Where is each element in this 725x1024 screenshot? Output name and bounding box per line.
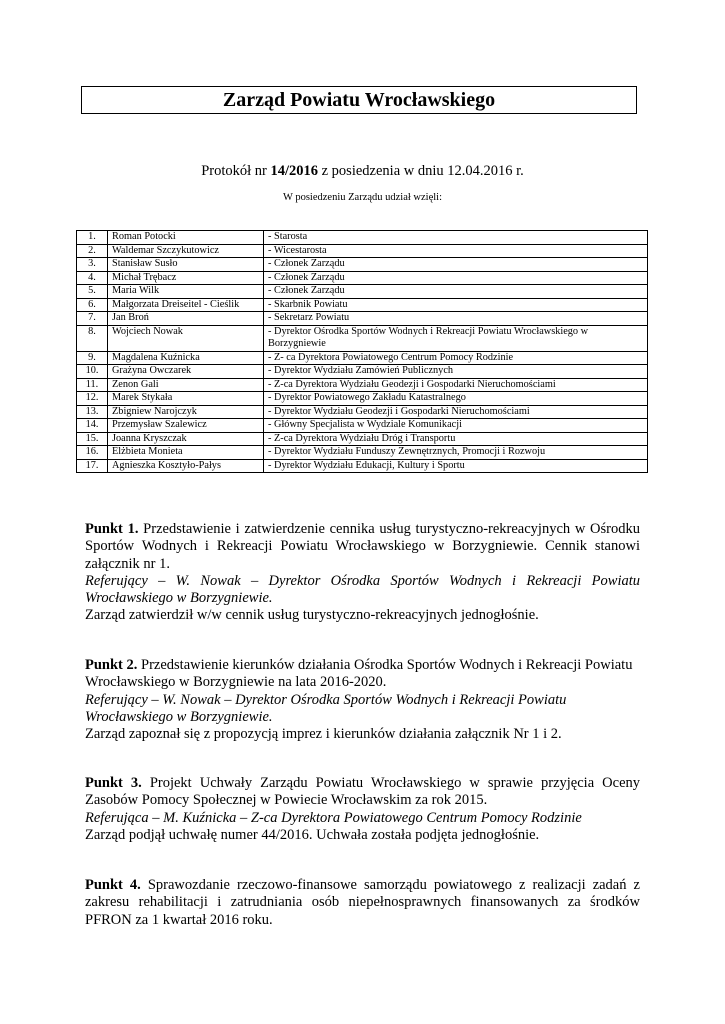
table-row: [77, 365, 648, 379]
member-name: Joanna Kryszczak: [108, 432, 264, 446]
point-description: Przedstawienie kierunków działania Ośrodka Sportów Wodnych i Rekreacji Powiatu Wrocławskiego w Borzygniewie na lata 2016-2020.: [85, 657, 633, 691]
member-role: - Z-ca Dyrektora Wydziału Geodezji i Gospodarki Nieruchomościami: [264, 378, 648, 392]
table-row: [77, 258, 648, 272]
point-2: [85, 657, 640, 743]
point-1: [85, 521, 640, 625]
point-referent: Referująca – M. Kuźnicka – Z-ca Dyrektora Powiatowego Centrum Pomocy Rodzinie: [85, 809, 582, 826]
member-number: 11.: [77, 378, 108, 392]
participants-heading: W posiedzeniu Zarządu udział wzięli:: [283, 192, 442, 203]
members-table: [76, 230, 648, 473]
member-name: Małgorzata Dreiseitel - Cieślik: [108, 298, 264, 312]
member-role: - Z-ca Dyrektora Wydziału Dróg i Transportu: [264, 432, 648, 446]
table-row: [77, 392, 648, 406]
member-name: Roman Potocki: [108, 231, 264, 245]
table-row: [77, 298, 648, 312]
table-row: [77, 459, 648, 473]
member-role: - Dyrektor Wydziału Funduszy Zewnętrznych, Promocji i Rozwoju: [264, 446, 648, 460]
point-result: Zarząd podjął uchwałę numer 44/2016. Uchwała została podjęta jednogłośnie.: [85, 826, 540, 843]
member-number: 17.: [77, 459, 108, 473]
page-title-box: [81, 86, 637, 114]
member-number: 10.: [77, 365, 108, 379]
member-name: Stanisław Susło: [108, 258, 264, 272]
member-number: 5.: [77, 285, 108, 299]
member-name: Zbigniew Narojczyk: [108, 405, 264, 419]
member-number: 8.: [77, 325, 108, 351]
protocol-suffix: z posiedzenia w dniu 12.04.2016 r.: [318, 163, 524, 179]
member-role: - Starosta: [264, 231, 648, 245]
member-name: Jan Broń: [108, 312, 264, 326]
table-row: [77, 419, 648, 433]
member-role: - Wicestarosta: [264, 244, 648, 258]
member-role: - Dyrektor Ośrodka Sportów Wodnych i Rekreacji Powiatu Wrocławskiego w Borzygniewie: [264, 325, 648, 351]
member-name: Michał Trębacz: [108, 271, 264, 285]
table-row: [77, 244, 648, 258]
table-row: [77, 351, 648, 365]
member-name: Grażyna Owczarek: [108, 365, 264, 379]
member-number: 9.: [77, 351, 108, 365]
point-result: Zarząd zatwierdził w/w cennik usług turystyczno-rekreacyjnych jednogłośnie.: [85, 607, 539, 624]
point-result: Zarząd zapoznał się z propozycją imprez i kierunków działania załącznik Nr 1 i 2.: [85, 726, 562, 743]
member-role: - Sekretarz Powiatu: [264, 312, 648, 326]
point-label: Punkt 1.: [85, 521, 139, 537]
member-number: 6.: [77, 298, 108, 312]
member-number: 4.: [77, 271, 108, 285]
table-row: [77, 312, 648, 326]
member-number: 13.: [77, 405, 108, 419]
member-name: Waldemar Szczykutowicz: [108, 244, 264, 258]
member-role: - Z- ca Dyrektora Powiatowego Centrum Pomocy Rodzinie: [264, 351, 648, 365]
member-role: - Członek Zarządu: [264, 258, 648, 272]
table-row: [77, 446, 648, 460]
point-label: Punkt 3.: [85, 775, 142, 791]
point-label: Punkt 2.: [85, 657, 138, 673]
member-role: - Skarbnik Powiatu: [264, 298, 648, 312]
point-referent: Referujący – W. Nowak – Dyrektor Ośrodka Sportów Wodnych i Rekreacji Powiatu Wrocławskiego w Borzygniewie.: [85, 691, 567, 725]
member-role: - Dyrektor Wydziału Zamówień Publicznych: [264, 365, 648, 379]
table-row: [77, 378, 648, 392]
member-role: - Dyrektor Wydziału Edukacji, Kultury i Sportu: [264, 459, 648, 473]
table-row: [77, 325, 648, 351]
member-number: 1.: [77, 231, 108, 245]
member-role: - Dyrektor Powiatowego Zakładu Katastralnego: [264, 392, 648, 406]
member-number: 7.: [77, 312, 108, 326]
member-number: 3.: [77, 258, 108, 272]
member-number: 14.: [77, 419, 108, 433]
member-number: 12.: [77, 392, 108, 406]
member-number: 2.: [77, 244, 108, 258]
point-3: [85, 775, 640, 844]
member-name: Agnieszka Kosztyło-Pałys: [108, 459, 264, 473]
table-row: [77, 285, 648, 299]
page-title: Zarząd Powiatu Wrocławskiego: [222, 88, 496, 111]
member-name: Elżbieta Monieta: [108, 446, 264, 460]
member-role: - Dyrektor Wydziału Geodezji i Gospodarki Nieruchomościami: [264, 405, 648, 419]
protocol-number: 14/2016: [270, 163, 318, 179]
member-number: 15.: [77, 432, 108, 446]
member-role: - Członek Zarządu: [264, 285, 648, 299]
table-row: [77, 432, 648, 446]
protocol-prefix: Protokół nr: [201, 163, 271, 179]
protocol-line: [0, 163, 725, 180]
member-name: Marek Stykała: [108, 392, 264, 406]
member-role: - Główny Specjalista w Wydziale Komunikacji: [264, 419, 648, 433]
member-role: - Członek Zarządu: [264, 271, 648, 285]
member-name: Wojciech Nowak: [108, 325, 264, 351]
member-name: Magdalena Kuźnicka: [108, 351, 264, 365]
member-name: Maria Wilk: [108, 285, 264, 299]
member-name: Przemysław Szalewicz: [108, 419, 264, 433]
member-name: Zenon Gali: [108, 378, 264, 392]
point-label: Punkt 4.: [85, 877, 141, 893]
point-description: Przedstawienie i zatwierdzenie cennika usług turystyczno-rekreacyjnych w Ośrodku Sportów Wodnych i Rekreacji Powiatu Wrocławskiego w Borzygniewie. Cennik stanowi załącznik nr 1.: [85, 521, 640, 572]
table-row: [77, 405, 648, 419]
table-row: [77, 271, 648, 285]
point-4: [85, 877, 640, 929]
table-row: [77, 231, 648, 245]
member-number: 16.: [77, 446, 108, 460]
point-description: Sprawozdanie rzeczowo-finansowe samorządu powiatowego z realizacji zadań z zakresu rehabilitacji i zatrudniania osób niepełnosprawnych finansowanych za środków PFRON za 1 kwartał 2016 roku.: [85, 877, 640, 928]
point-referent: Referujący – W. Nowak – Dyrektor Ośrodka Sportów Wodnych i Rekreacji Powiatu Wrocławskiego w Borzygniewie.: [85, 572, 640, 607]
point-description: Projekt Uchwały Zarządu Powiatu Wrocławskiego w sprawie przyjęcia Oceny Zasobów Pomocy Społecznej w Powiecie Wrocławskim za rok 2015.: [85, 775, 641, 809]
